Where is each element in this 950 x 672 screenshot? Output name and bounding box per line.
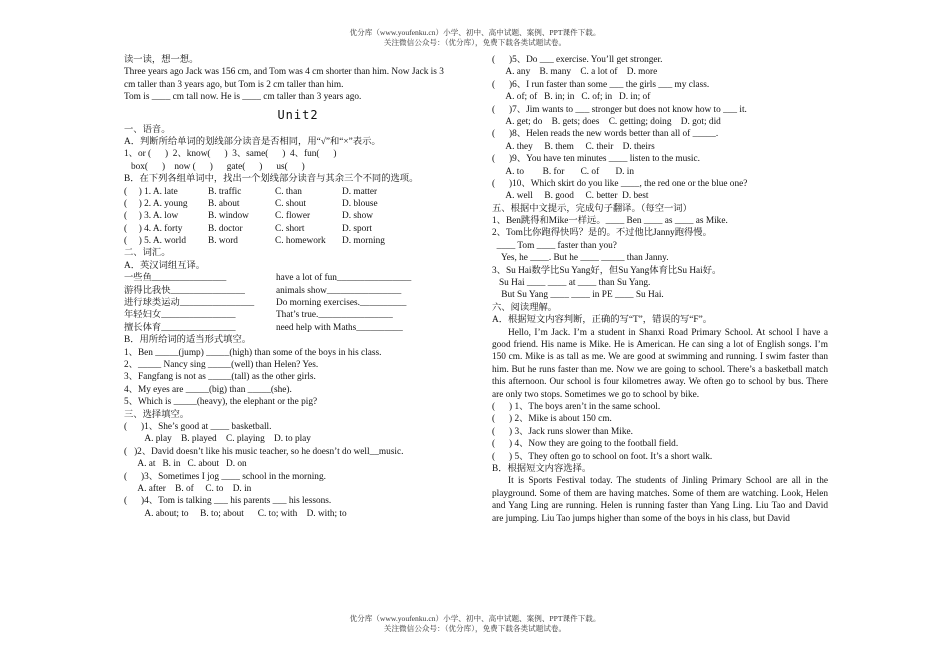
option-line: A. after B. of C. to D. in	[124, 483, 252, 494]
vocab-row: 一些鱼________________ have a lot of fun________________	[124, 273, 412, 284]
question-line: 1、Ben _____(jump) _____(high) than some of the boys in his class.	[124, 347, 382, 358]
option-line: A. at B. in C. about D. on	[124, 459, 247, 470]
intro-line: Tom is ____ cm tall now. He is ____ cm taller than 3 years ago.	[124, 92, 362, 103]
question-line: ( )9、You have ten minutes ____ listen to the music.	[492, 154, 700, 165]
vocab-row: 擅长体育________________ need help with Maths__________	[124, 322, 403, 333]
right-column	[492, 54, 828, 525]
question-line: ( )4、Tom is talking ___ his parents ___ his lessons.	[124, 496, 332, 507]
option-line: A. get; do B. gets; does C. getting; doing D. got; did	[492, 116, 721, 127]
intro-line: cm taller than 3 years ago, but Tom is 2 cm taller than him.	[124, 79, 344, 90]
vocab-row: 游得比我快________________ animals show________________	[124, 285, 402, 296]
section-line: 五、根据中文提示，完成句子翻译。（每空一词）	[492, 203, 692, 214]
question-line: ( )8、Helen reads the new words better than all of _____.	[492, 129, 719, 140]
intro-line: 读一读，想一想。	[124, 55, 199, 65]
unit-title: Unit2	[277, 107, 319, 122]
header-line-1: 优分库（www.youfenku.cn）小学、初中、高中试题、案例、PPT课件下载。	[349, 28, 601, 37]
question-line: 2、_____ Nancy sing _____(well) than Helen? Yes.	[124, 359, 319, 370]
translation-line: But Su Yang ____ ____ in PE ____ Su Hai.	[492, 290, 664, 301]
phonics-line: 1、or ( ) 2、know( ) 3、same( ) 4、fun( )	[124, 149, 337, 160]
section-line: 六、阅读理解。	[492, 302, 558, 313]
question-line: ( )1、She’s good at ____ basketball.	[124, 421, 272, 432]
section-line: B．用所给词的适当形式填空。	[124, 335, 252, 346]
footer-line-2: 关注微信公众号：（优分库），免费下载各类试题试卷。	[383, 623, 567, 633]
tf-question: ( ) 4、Now they are going to the football field.	[492, 439, 679, 450]
option-line: A. well B. good C. better D. best	[492, 191, 649, 202]
phonics-row: ( ) 2. A. young B. about C. shout D. blouse	[124, 198, 378, 209]
header-line-2: 关注微信公众号：（优分库），免费下载各类试题试卷。	[383, 37, 567, 47]
translation-line: Yes, he ____. But he ____ _____ than Janny.	[492, 253, 669, 264]
section-line: 三、选择填空。	[124, 409, 190, 420]
reading-passage-b: It is Sports Festival today. The students of Jinling Primary School are all in the playground. Some of them are having matches. Some of them are watching. Look, Helen and Yang Ling are running. Helen is running faster than Yang Ling. Liu Tao and David are jumping. Liu Tao jumps higher than some of the boys in his class, but David	[492, 476, 828, 524]
phonics-row: ( ) 3. A. low B. window C. flower D. show	[124, 211, 373, 222]
option-line: A. they B. them C. their D. theirs	[492, 141, 655, 152]
section-line: A．判断所给单词的划线部分读音是否相同，用“√”和“×”表示。	[124, 136, 381, 147]
question-line: ( )6、I run faster than some ___ the girls ___ my class.	[492, 79, 710, 90]
section-line: B．根据短文内容选择。	[492, 463, 592, 474]
phonics-row: ( ) 1. A. late B. traffic C. than D. matter	[124, 186, 378, 197]
section-line: 一、语音。	[124, 124, 171, 135]
section-line: 二、词汇。	[124, 248, 171, 259]
option-line: A. any B. many C. a lot of D. more	[492, 67, 658, 78]
page-header	[0, 28, 950, 47]
phonics-row: ( ) 4. A. forty B. doctor C. short D. sport	[124, 223, 372, 234]
question-line: 5、Which is _____(heavy), the elephant or the pig?	[124, 397, 318, 408]
page-footer	[0, 614, 950, 633]
question-line: ( )3、Sometimes I jog ____ school in the morning.	[124, 471, 326, 482]
section-line: B．在下列各组单词中，找出一个划线部分读音与其余三个不同的选项。	[124, 174, 419, 185]
translation-line: 3、Su Hai数学比Su Yang好，但Su Yang体育比Su Hai好。	[492, 265, 722, 276]
footer-line-1: 优分库（www.youfenku.cn）小学、初中、高中试题、案例、PPT课件下载。	[349, 614, 601, 623]
question-line: 3、Fangfang is not as _____(tall) as the other girls.	[124, 372, 316, 383]
section-line: A．英汉词组互译。	[124, 260, 206, 271]
vocab-row: 进行球类运动________________ Do morning exercises.__________	[124, 298, 407, 309]
option-line: A. to B. for C. of D. in	[492, 166, 635, 177]
phonics-line: box( ) now ( ) gate( ) us( )	[124, 161, 305, 172]
tf-question: ( ) 3、Jack runs slower than Mike.	[492, 426, 633, 437]
question-line: 4、My eyes are _____(big) than _____(she).	[124, 384, 292, 395]
option-line: A. play B. played C. playing D. to play	[124, 434, 311, 445]
vocab-row: 年轻妇女________________ That’s true.________________	[124, 310, 393, 321]
tf-question: ( ) 5、They often go to school on foot. It’s a short walk.	[492, 451, 713, 462]
option-line: A. about; to B. to; about C. to; with D. with; to	[124, 508, 347, 519]
left-column	[124, 54, 472, 520]
question-line: ( )10、Which skirt do you like ____, the red one or the blue one?	[492, 178, 748, 189]
option-line: A. of; of B. in; in C. of; in D. in; of	[492, 92, 651, 103]
question-line: ( )7、Jim wants to ___ stronger but does not know how to ___ it.	[492, 104, 747, 115]
intro-line: Three years ago Jack was 156 cm, and Tom was 4 cm shorter than him. Now Jack is 3	[124, 67, 444, 78]
phonics-row: ( ) 5. A. world B. word C. homework D. morning	[124, 236, 385, 247]
tf-question: ( ) 2、Mike is about 150 cm.	[492, 414, 612, 425]
translation-line: 1、Ben跳得和Mike一样远。____ Ben ____ as ____ as Mike.	[492, 216, 728, 227]
question-line: ( )5、Do ___ exercise. You’ll get stronger.	[492, 55, 663, 65]
tf-question: ( ) 1、The boys aren’t in the same school.	[492, 402, 661, 413]
reading-passage-a: Hello, I’m Jack. I’m a student in Shanxi Road Primary School. At school I have a good friend. His name is Mike. He is American. He can sing a lot of English songs. I’m 150 cm. Mike is as tall as me. We are good at swimming and running. I swim faster than him. But he runs faster than me. Now we are going to school. There’s a basketball match this afternoon. Our school is four kilometres away. We often go to school by bus. There are only two stops. Sometimes we go to school by bike.	[492, 327, 828, 400]
translation-line: 2、Tom比你跑得快吗？是的。不过他比Janny跑得慢。	[492, 228, 712, 239]
translation-line: ____ Tom ____ faster than you?	[492, 240, 617, 251]
section-line: A．根据短文内容判断，正确的写“T”，错误的写“F”。	[492, 315, 713, 326]
question-line: ( )2、David doesn’t like his music teacher, so he doesn’t do well__music.	[124, 446, 404, 457]
translation-line: Su Hai ____ ____ at ____ than Su Yang.	[492, 278, 651, 289]
